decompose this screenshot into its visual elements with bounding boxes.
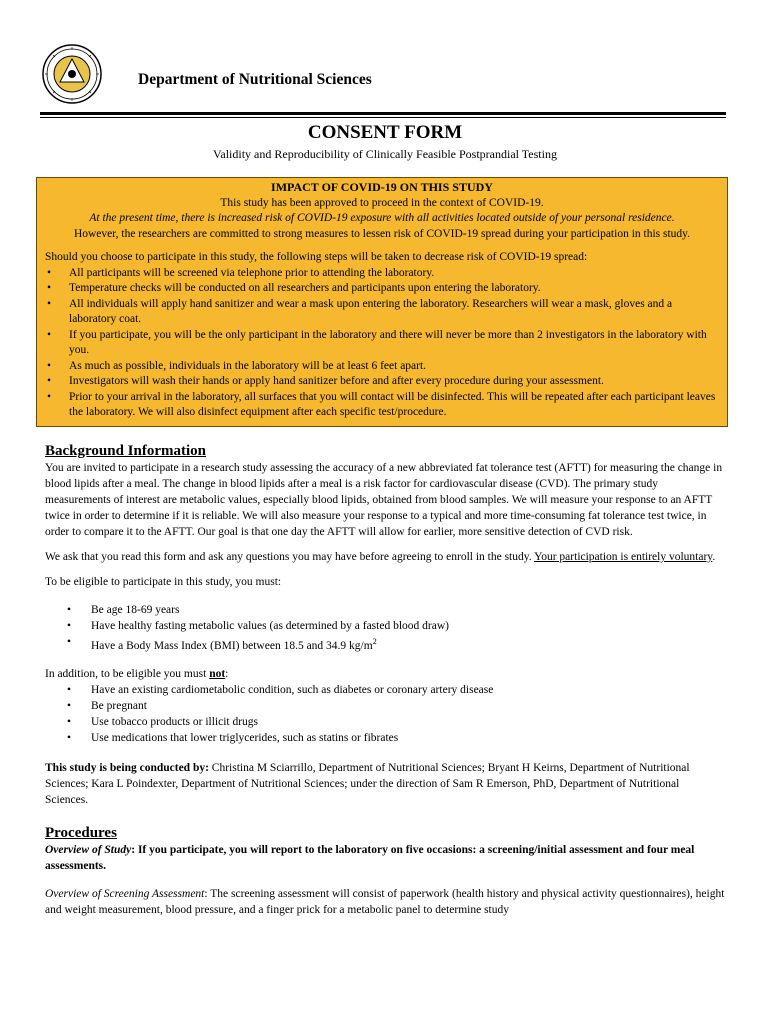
not-emphasis: not bbox=[209, 667, 226, 680]
list-item: • Temperature checks will be conducted on all researchers and participants upon entering the laboratory. bbox=[47, 282, 541, 294]
eligibility-list bbox=[45, 602, 725, 654]
covid-impact-box bbox=[36, 177, 728, 427]
procedures-heading: Procedures bbox=[45, 824, 117, 841]
screening-overview-paragraph: Overview of Screening Assessment: The screening assessment will consist of paperwork (health history and physical activity questionnaires), height and weight measurement, blood pressure, and a finger prick for a metabolic panel to determine study bbox=[45, 887, 725, 916]
covid-heading: IMPACT OF COVID-19 ON THIS STUDY bbox=[271, 180, 493, 194]
covid-steps-list bbox=[45, 266, 719, 421]
voluntary-statement: Your participation is entirely voluntary bbox=[534, 551, 713, 563]
department-name: Department of Nutritional Sciences bbox=[138, 71, 372, 88]
list-item: • Prior to your arrival in the laboratory, all surfaces that you will contact will be disinfected. This will be repeated after each participant leaves the laboratory. We will also disinfect equipment after each specific test/procedure. bbox=[47, 390, 716, 418]
covid-commitment-text: However, the researchers are committed to strong measures to lessen risk of COVID-19 spread during your participation in this study. bbox=[73, 227, 691, 240]
eligibility-intro: To be eligible to participate in this study, you must: bbox=[45, 576, 282, 588]
main-content bbox=[45, 442, 725, 918]
study-overview-paragraph: Overview of Study: If you participate, you will report to the laboratory on five occasions: a screening/initial assessment and four meal assessments. bbox=[45, 843, 695, 872]
background-paragraph: You are invited to participate in a research study assessing the accuracy of a new abbreviated fat tolerance test (AFTT) for measuring the change in blood lipids after a meal. The change in blood lipids after a meal is a risk factor for cardiovascular disease (CVD). The primary study measurements of interest are metabolic values, especially blood lipids, obtained from blood samples. We will measure your response to an AFTT twice in order to determine if it is reliable. We will also measure your response to a typical and more time-consuming fat tolerance test twice, in order to compare it to the AFTT. Our goal is that one day the AFTT will allow for earlier, more sensitive detection of CVD risk. bbox=[45, 462, 723, 538]
list-item: • Be age 18-69 years bbox=[67, 604, 180, 616]
university-seal-icon bbox=[42, 44, 102, 104]
page-title: CONSENT FORM bbox=[307, 122, 463, 143]
list-item: • Use tobacco products or illicit drugs bbox=[67, 715, 259, 728]
conducted-by-paragraph: This study is being conducted by: Christina M Sciarrillo, Department of Nutritional Sciences; Bryant H Keirns, Department of Nutritional Sciences; Kara L Poindexter, Department of Nutritional Sciences; under the direction of Sam R Emerson, PhD, Department of Nutritional Sciences. bbox=[45, 761, 690, 806]
list-item: • All participants will be screened via telephone prior to attending the laboratory. bbox=[47, 266, 435, 279]
ineligibility-list bbox=[45, 682, 725, 746]
list-item: • Use medications that lower triglycerides, such as statins or fibrates bbox=[67, 731, 399, 744]
header-rule-thin bbox=[40, 117, 726, 118]
voluntary-paragraph: We ask that you read this form and ask any questions you may have before agreeing to enroll in the study. Your participation is entirely voluntary. bbox=[45, 551, 716, 563]
list-item: • As much as possible, individuals in the laboratory will be at least 6 feet apart. bbox=[47, 359, 427, 372]
page-subtitle: Validity and Reproducibility of Clinically Feasible Postprandial Testing bbox=[213, 147, 557, 161]
covid-steps-intro: Should you choose to participate in this study, the following steps will be taken to decrease risk of COVID-19 spread: bbox=[45, 251, 588, 263]
list-item: • Have an existing cardiometabolic condition, such as diabetes or coronary artery disease bbox=[67, 683, 494, 696]
list-item: • Have healthy fasting metabolic values (as determined by a fasted blood draw) bbox=[67, 620, 449, 632]
list-item: • Have a Body Mass Index (BMI) between 18.5 and 34.9 $kg/m^2$ bbox=[67, 636, 377, 652]
list-item: • All individuals will apply hand sanitizer and wear a mask upon entering the laboratory. Researchers will wear a mask, gloves and a laboratory coat. bbox=[47, 297, 673, 325]
list-item: • Investigators will wash their hands or apply hand sanitizer before and after every procedure during your assessment. bbox=[47, 375, 604, 387]
list-item: • If you participate, you will be the only participant in the laboratory and there will never be more than 2 investigators in the laboratory with you. bbox=[47, 328, 707, 356]
header-rule-thick bbox=[40, 112, 726, 115]
background-heading: Background Information bbox=[45, 443, 207, 459]
list-item: • Be pregnant bbox=[67, 699, 147, 712]
ineligibility-intro: In addition, to be eligible you must not: bbox=[45, 667, 229, 680]
covid-approval-text: This study has been approved to proceed in the context of COVID-19. bbox=[220, 196, 544, 209]
covid-risk-text: At the present time, there is increased risk of COVID-19 exposure with all activities located outside of your personal residence. bbox=[89, 212, 675, 224]
